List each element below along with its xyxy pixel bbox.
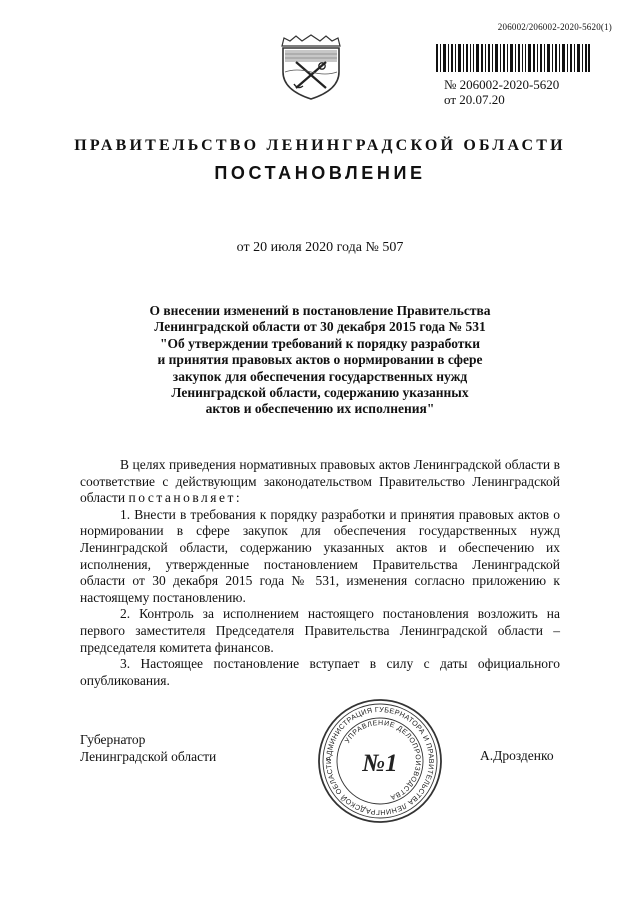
- document-type: ПОСТАНОВЛЕНИЕ: [214, 163, 426, 183]
- issuing-authority: ПРАВИТЕЛЬСТВО ЛЕНИНГРАДСКОЙ ОБЛАСТИ: [74, 137, 566, 154]
- signer-position: [80, 731, 216, 765]
- title-line: Ленинградской области, содержанию указанных: [171, 385, 469, 401]
- seal-inner-text: УПРАВЛЕНИЕ ДЕЛОПРОИЗВОДСТВА: [344, 719, 422, 801]
- official-seal: [316, 697, 444, 825]
- title-line: актов и обеспечению их исполнения": [205, 401, 435, 417]
- title-line: "Об утверждении требований к порядку разработки: [160, 335, 480, 351]
- intro-keyword: постановляет:: [128, 490, 243, 506]
- seal-number: №1: [362, 750, 398, 777]
- intro-text: В целях приведения нормативных правовых актов Ленинградской области в соответствие с действующим законодательством Правительство Ленинградской области: [80, 457, 560, 506]
- item-paragraph-2: 2. Контроль за исполнением настоящего постановления возложить на первого заместителя Председателя Правительства Ленинградской области – председателя комитета финансов.: [80, 606, 560, 655]
- title-line: закупок для обеспечения государственных нужд: [172, 368, 468, 384]
- signer-position-line: Ленинградской области: [80, 749, 217, 764]
- item-paragraph-1: 1. Внести в требования к порядку разработки и принятия правовых актов о нормировании в сфере закупок для обеспечения государственных нужд Ленинградской области, содержанию указанных актов и обеспечению их исполнения, утвержденные постановлением Правительства Ленинградской области от 30 декабря 2015 года № 531, изменения согласно приложению к настоящему постановлению.: [80, 506, 560, 605]
- document-id: 206002/206002-2020-5620(1): [497, 22, 612, 32]
- registration-number: № 206002-2020-5620: [444, 77, 560, 92]
- document-body: [80, 457, 560, 689]
- barcode: [436, 44, 590, 72]
- seal-ring-text: АДМИНИСТРАЦИЯ ГУБЕРНАТОРА И ПРАВИТЕЛЬСТВА ЛЕНИНГРАДСКОЙ ОБЛАСТИ: [323, 704, 437, 818]
- title-line: О внесении изменений в постановление Правительства: [149, 303, 491, 318]
- intro-paragraph: [80, 457, 560, 507]
- title-line: Ленинградской области от 30 декабря 2015 года № 531: [154, 319, 486, 335]
- registration-date: от 20.07.20: [444, 92, 505, 107]
- signer-name: А.Дрозденко: [480, 748, 554, 763]
- document-date-number: от 20 июля 2020 года № 507: [236, 240, 404, 255]
- coat-of-arms-emblem: [276, 32, 346, 102]
- item-paragraph-3: 3. Настоящее постановление вступает в силу с даты официального опубликования.: [80, 656, 560, 688]
- document-title: [110, 303, 530, 418]
- title-line: и принятия правовых актов о нормировании в сфере: [157, 352, 483, 368]
- signer-position-line: Губернатор: [80, 732, 146, 747]
